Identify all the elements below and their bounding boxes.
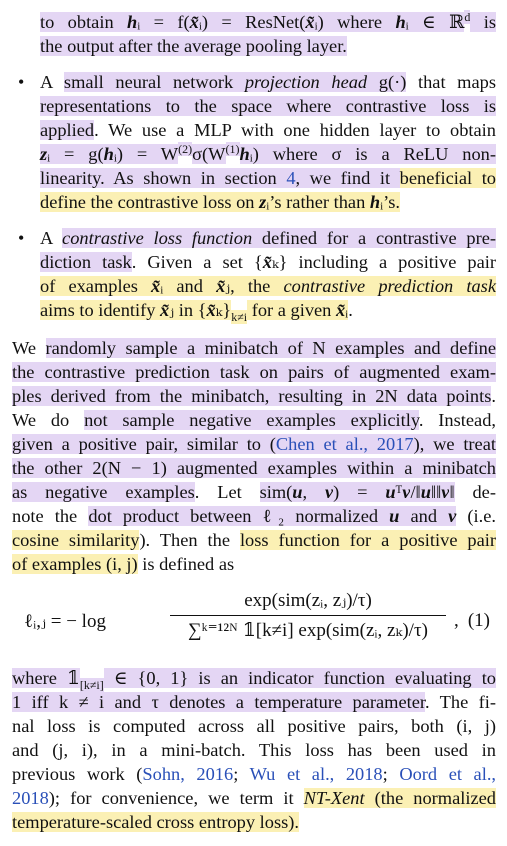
line-16 [12, 408, 496, 432]
text-segment: ∈ {0, 1} is an indicator function evaluating to [103, 668, 496, 688]
text-segment: given a positive pair, similar to ( [12, 434, 276, 454]
text-segment: to obtain [40, 12, 128, 32]
text-segment: ) = [333, 482, 386, 502]
citation-link[interactable]: Oord et al., [399, 764, 497, 784]
line-08 [40, 190, 496, 214]
line-23 [12, 666, 496, 690]
text-segment: (2) [178, 141, 193, 156]
text-segment: ᵢ ∈ ℝ [405, 12, 465, 32]
citation-link[interactable]: 2018 [12, 788, 49, 808]
text-segment: h [103, 144, 114, 164]
text-segment: not sample negative examples explicitly [84, 410, 419, 430]
text-segment: ‖ [449, 482, 455, 502]
text-segment: . [491, 386, 496, 406]
text-segment: ), we treat [413, 434, 496, 454]
text-segment: h [127, 12, 138, 32]
text-segment: . [348, 300, 353, 320]
citation-link[interactable]: Chen et al., 2017 [275, 434, 414, 454]
equation-fraction [170, 588, 446, 645]
text-segment: the contrastive prediction task on pairs of augmented exam- [12, 362, 496, 382]
line-12 [40, 298, 496, 322]
line-06 [40, 142, 496, 166]
text-segment: ⱼ, the [225, 276, 284, 296]
text-segment: h [239, 144, 250, 164]
citation-link[interactable]: Wu et al., 2018 [249, 764, 383, 784]
line-19 [12, 480, 496, 504]
bullet-contrastive-loss: • [18, 228, 25, 248]
text-segment: dot product between ℓ₂ normalized [88, 506, 390, 526]
text-segment: previous work ( [12, 764, 143, 784]
line-11 [40, 274, 496, 298]
equation-number: (1) [467, 610, 490, 631]
line-29 [12, 810, 496, 834]
line-01 [40, 10, 496, 34]
equation-denominator: ∑ᵏ⁼¹²ᴺ 𝟙[k≠i] exp(sim(zᵢ, zₖ)/τ) [188, 620, 428, 641]
text-segment: x̃ [216, 276, 226, 296]
line-17 [12, 432, 496, 456]
text-segment: ; [233, 764, 250, 784]
text-segment: g(·) [367, 72, 407, 92]
line-24 [12, 690, 496, 714]
text-segment: x̃ [335, 300, 346, 320]
text-segment: 𝟙 [67, 668, 80, 688]
text-segment: . Instead, [418, 410, 496, 430]
text-segment: aims to identify [40, 300, 161, 320]
text-segment: sim( [259, 482, 293, 502]
text-segment: diction task [40, 252, 132, 272]
fraction-bar [170, 615, 446, 616]
text-segment: u [420, 482, 431, 502]
text-segment: de- [454, 482, 496, 502]
text-segment: temperature-scaled cross entropy loss). [12, 812, 299, 832]
line-04 [40, 94, 496, 118]
text-segment: ᵢ) where σ is a ReLU non- [249, 144, 496, 164]
text-segment: (1) [225, 141, 240, 156]
text-segment: z [259, 192, 267, 212]
text-segment: We [12, 338, 46, 358]
text-segment: ples derived from the minibatch, resulting in 2N data points [12, 386, 492, 406]
text-segment: A [40, 72, 64, 92]
text-segment: nal loss is computed across all positive pairs, both (i, j) [12, 716, 496, 736]
text-segment: ‖‖ [430, 482, 442, 502]
text-segment: (the normalized [364, 788, 497, 808]
text-segment: v [448, 506, 457, 526]
line-18 [12, 456, 496, 480]
text-segment: note the [12, 506, 89, 526]
text-segment: v [324, 482, 334, 502]
text-segment: ᵢ) = W [113, 144, 179, 164]
line-07 [40, 166, 496, 190]
text-segment: x̃ [151, 276, 161, 296]
line-20 [12, 504, 496, 528]
text-segment: the output after the average pooling layer. [40, 36, 347, 56]
text-segment: randomly sample a minibatch of N examples and define [45, 338, 496, 358]
text-segment: of examples (i, j) [12, 554, 138, 574]
text-segment: x̃ [305, 12, 315, 32]
text-segment: ᵢ [345, 300, 349, 320]
text-segment: ⱼ in { [169, 300, 207, 320]
text-segment: h [369, 192, 381, 212]
text-segment: and [399, 506, 449, 526]
equation-comma: , [454, 610, 459, 631]
text-segment: define the contrastive loss on [40, 192, 260, 212]
text-segment: We do [12, 410, 85, 430]
text-segment: projection head [244, 72, 368, 92]
text-segment: ᵀ [395, 482, 403, 502]
text-segment: beneficial to [399, 168, 496, 188]
text-segment: ᵢ and [160, 276, 217, 296]
text-segment: ; [382, 764, 400, 784]
text-segment: loss function for a positive pair [239, 530, 497, 550]
line-15 [12, 384, 496, 408]
line-02 [40, 34, 496, 58]
text-segment: u [292, 482, 303, 502]
text-segment: σ(W [192, 144, 226, 164]
line-26 [12, 738, 496, 762]
text-segment: defined for a contrastive pre- [252, 228, 496, 248]
text-segment: applied [40, 120, 95, 140]
citation-link[interactable]: 4 [286, 168, 296, 188]
text-segment: h [395, 12, 406, 32]
text-segment: ᵢ) where [314, 12, 396, 32]
line-27 [12, 762, 496, 786]
text-segment: v [441, 482, 450, 502]
line-28 [12, 786, 496, 810]
text-segment: ᵢ’s rather than [266, 192, 370, 212]
text-segment: ᵢ = f( [137, 12, 190, 32]
text-segment: u [385, 482, 396, 502]
text-segment: u [389, 506, 400, 526]
text-segment: linearity. As shown in section [40, 168, 287, 188]
text-segment: of examples [40, 276, 152, 296]
equation-numerator: exp(sim(zᵢ, zⱼ)/τ) [244, 590, 372, 611]
text-segment: d [464, 9, 471, 24]
text-segment: . The fi- [425, 692, 496, 712]
text-segment: and (j, i), in a mini-batch. This loss has been used in [12, 740, 496, 760]
text-segment: NT-Xent [303, 788, 365, 808]
text-segment: where [12, 668, 68, 688]
text-segment: x̃ [189, 12, 199, 32]
text-segment: the other 2(N − 1) augmented examples within a minibatch [12, 458, 496, 478]
citation-link[interactable]: Sohn, 2016 [142, 764, 234, 784]
text-segment: x̃ [206, 300, 216, 320]
text-segment: ). Then the [139, 530, 240, 550]
text-segment: contrastive loss function [62, 228, 253, 248]
text-segment: ᵢ) = ResNet( [198, 12, 306, 32]
text-segment: , we find it [295, 168, 400, 188]
text-segment: z [40, 144, 48, 164]
text-segment: (i.e. [456, 506, 496, 526]
equation-lhs: ℓᵢ,ⱼ = − log [24, 611, 106, 632]
text-segment: 1 iff k ≠ i and τ denotes a temperature parameter [12, 692, 426, 712]
text-segment: is [470, 12, 496, 32]
text-segment: x̃ [262, 252, 272, 272]
text-segment: A [40, 228, 63, 248]
text-segment: representations to the space where contrastive loss is [40, 96, 496, 116]
line-10 [40, 250, 496, 274]
text-segment: . We use a MLP with one hidden layer to obtain [94, 120, 496, 140]
text-segment: ᵢ = g( [47, 144, 104, 164]
text-segment: ); for convenience, we term it [48, 788, 304, 808]
line-14 [12, 360, 496, 384]
line-09 [40, 226, 496, 250]
line-13 [12, 336, 496, 360]
bullet-projection-head: • [18, 72, 25, 92]
loss-equation [24, 588, 494, 648]
text-segment: as negative examples [12, 482, 195, 502]
text-segment: ᵢ’s. [380, 192, 400, 212]
text-segment: [k≠i] [79, 677, 104, 692]
text-segment: , [302, 482, 325, 502]
text-segment: contrastive prediction task [283, 276, 496, 296]
line-25 [12, 714, 496, 738]
line-05 [40, 118, 496, 142]
line-21 [12, 528, 496, 552]
text-segment: . Given a set { [131, 252, 263, 272]
text-segment: that maps [406, 72, 496, 92]
text-segment: for a given [247, 300, 336, 320]
text-segment: is defined as [137, 554, 235, 574]
text-segment: ₖ} [215, 300, 232, 320]
text-segment: small neural network [63, 72, 245, 92]
text-segment: ₖ} including a positive pair [271, 252, 496, 272]
text-segment: /‖ [410, 482, 421, 502]
text-segment: v [402, 482, 411, 502]
text-segment: cosine similarity [12, 530, 140, 550]
text-segment: . Let [194, 482, 260, 502]
line-22 [12, 552, 496, 576]
text-segment: x̃ [160, 300, 170, 320]
line-03 [40, 70, 496, 94]
text-segment: k≠i [231, 309, 248, 324]
